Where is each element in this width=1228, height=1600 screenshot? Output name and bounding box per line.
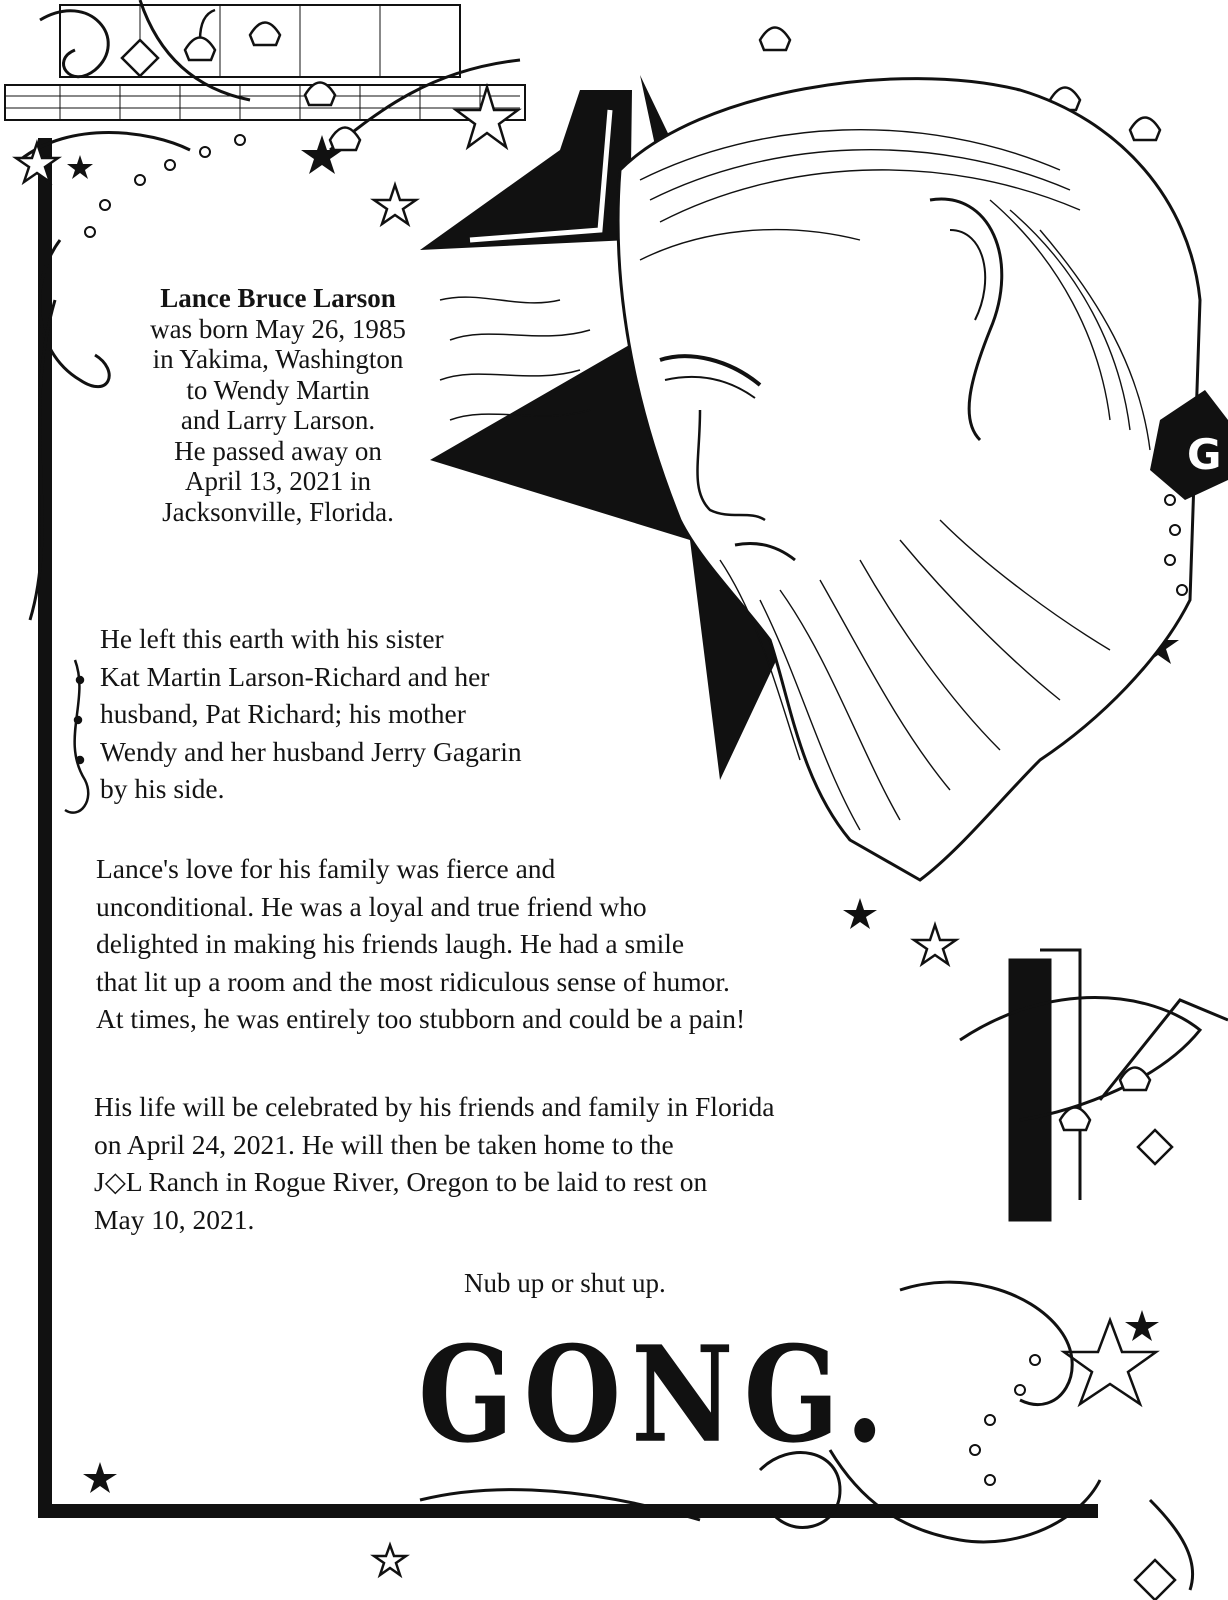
side-badge-letter: G <box>1187 430 1222 479</box>
scroll-ornament-left <box>65 660 88 813</box>
paragraph-line: At times, he was entirely too stubborn and could be a pain! <box>96 1003 746 1034</box>
portrait-illustration <box>618 79 1200 880</box>
paragraph-character <box>96 850 745 1038</box>
right-border-planks <box>960 950 1228 1220</box>
obituary-intro <box>108 283 448 527</box>
paragraph-line: J◇L Ranch in Rogue River, Oregon to be laid to rest on <box>94 1166 708 1197</box>
intro-line: to Wendy Martin <box>186 374 370 405</box>
paragraph-line: unconditional. He was a loyal and true friend who <box>96 890 647 922</box>
intro-line: Jacksonville, Florida. <box>162 496 394 527</box>
paragraph-services <box>94 1088 774 1238</box>
intro-line: was born May 26, 1985 <box>150 313 406 344</box>
paragraph-line: by his side. <box>100 773 225 804</box>
intro-line: in Yakima, Washington <box>152 344 404 374</box>
paragraph-line: that lit up a room and the most ridiculous sense of humor. <box>96 965 730 997</box>
right-bell-flowers <box>1060 1068 1150 1131</box>
paragraph-line: May 10, 2021. <box>94 1203 255 1235</box>
paragraph-line: husband, Pat Richard; his mother <box>100 698 466 729</box>
motto: Nub up or shut up. <box>464 1268 666 1298</box>
deceased-name: Lance Bruce Larson <box>160 283 396 313</box>
paragraph-line: Wendy and her husband Jerry Gagarin <box>100 735 522 767</box>
paragraph-line: delighted in making his friends laugh. He had a smile <box>96 928 685 959</box>
intro-line: April 13, 2021 in <box>185 466 371 496</box>
paragraph-family <box>100 620 522 808</box>
signature-gong: GONG. <box>418 1318 895 1473</box>
paragraph-line: on April 24, 2021. He will then be taken home to the <box>94 1128 674 1160</box>
dot-trail-top-left <box>85 135 245 237</box>
intro-line: and Larry Larson. <box>180 405 376 435</box>
intro-line: He passed away on <box>174 435 382 466</box>
paragraph-line: His life will be celebrated by his friends and family in Florida <box>94 1091 775 1122</box>
paragraph-line: He left this earth with his sister <box>100 623 444 654</box>
paragraph-line: Lance's love for his family was fierce and <box>96 853 556 884</box>
paragraph-line: Kat Martin Larson-Richard and her <box>100 660 490 692</box>
